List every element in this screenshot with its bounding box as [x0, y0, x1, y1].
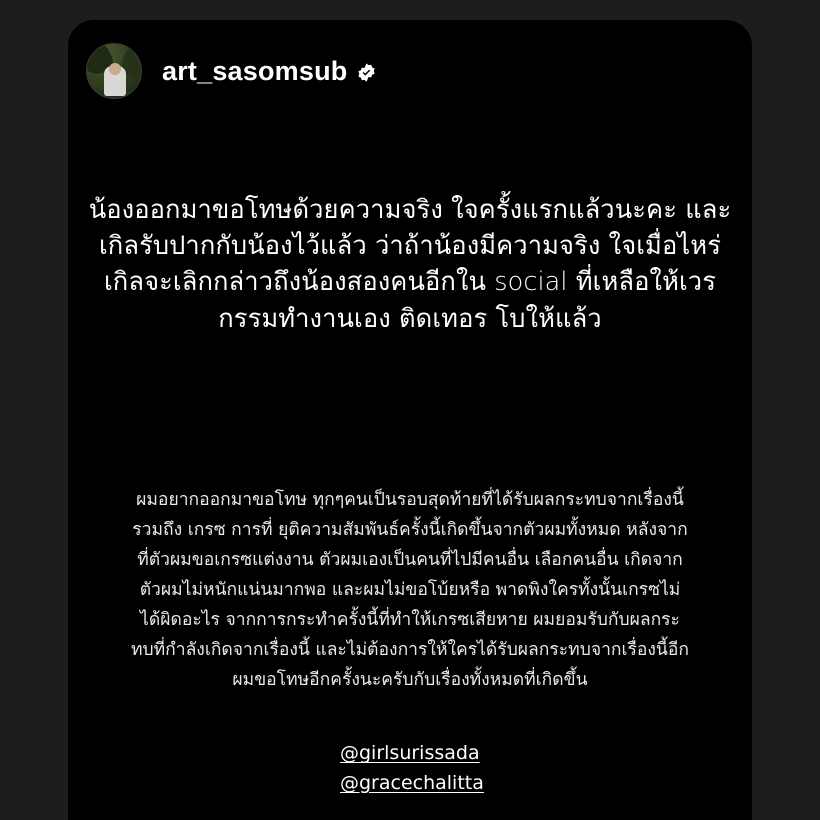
verified-badge-icon — [356, 62, 377, 83]
story-headline-text: น้องออกมาขอโทษด้วยความจริง ใจครั้งแรกแล้วนะคะ และเกิลรับปากกับน้องไว้แล้ว ว่าถ้าน้องมีความจริง ใจเมื่อไหร่ เกิลจะเลิกกล่าวถึงน้องสองคนอีกใน social ที่เหลือให้เวรกรรมทำงานเอง ติดเทอร โบให้แล้ว — [88, 195, 732, 334]
instagram-story-card — [68, 20, 752, 820]
mention-list — [68, 739, 752, 798]
account-username[interactable]: art_sasomsub — [162, 55, 348, 86]
username-group[interactable] — [162, 56, 377, 87]
story-body-text: ผมอยากออกมาขอโทษ ทุกๆคนเป็นรอบสุดท้ายที่ได้รับผลกระทบจากเรื่องนี้ รวมถึง เกรซ การที่ ยุติความสัมพันธ์ครั้งนี้เกิดขึ้นจากตัวผมทั้งหมด หลังจากที่ตัวผมขอเกรซแต่งงาน ตัวผมเองเป็นคนที่ไปมีคนอื่น เลือกคนอื่น เกิดจากตัวผมไม่หนักแน่นมากพอ และผมไม่ขอโบ้ยหรือ พาดพิงใครทั้งนั้นเกรซไม่ได้ผิดอะไร จากการกระทำครั้งนี้ที่ทำให้เกรซเสียหาย ผมยอมรับกับผลกระทบที่กำลังเกิดจากเรื่องนี้ และไม่ต้องการให้ใครได้รับผลกระทบจากเรื่องนี้อีก ผมขอโทษอีกครั้งนะครับกับเรื่องทั้งหมดที่เกิดขึ้น — [130, 489, 690, 691]
mention-link[interactable]: @gracechalitta — [340, 771, 484, 794]
mention-link[interactable]: @girlsurissada — [340, 742, 480, 765]
avatar-person-head — [109, 63, 121, 75]
profile-avatar-image[interactable] — [86, 43, 142, 99]
story-header — [68, 20, 752, 96]
